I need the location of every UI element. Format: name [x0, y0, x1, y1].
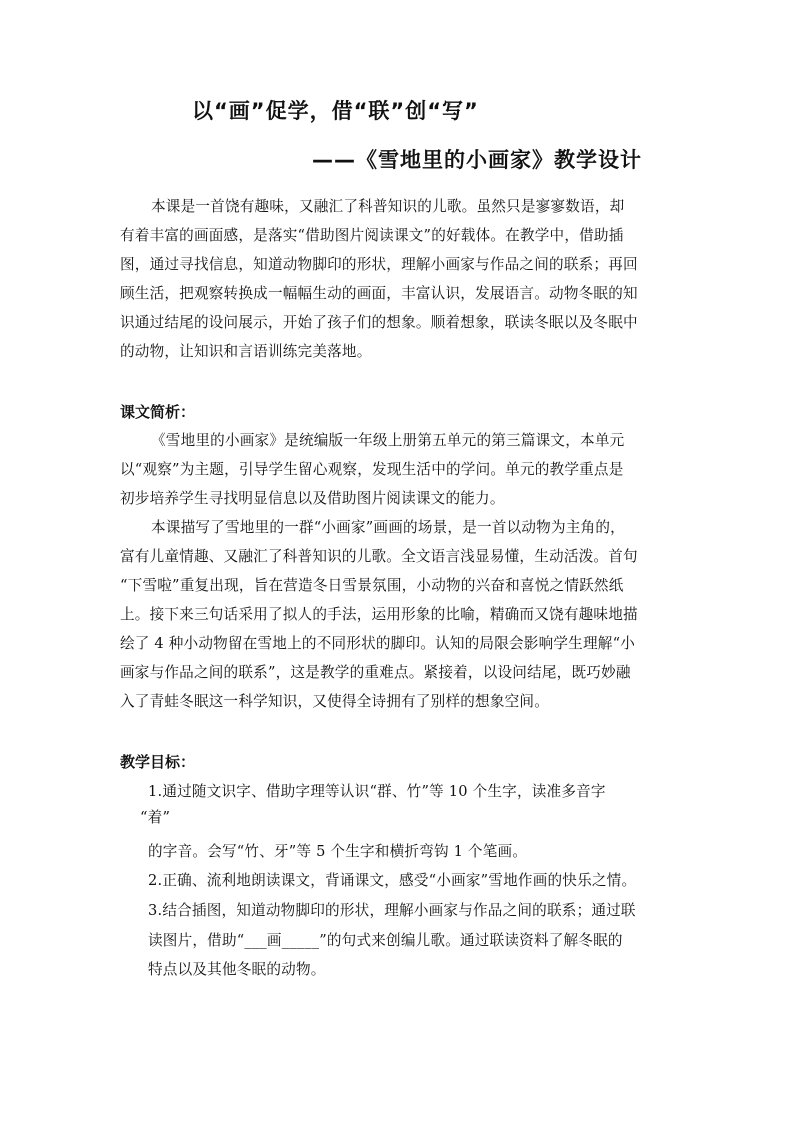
analysis-line: 上。接下来三句话采用了拟人的手法，运用形象的比喻，精确而又饶有趣味地描	[120, 606, 638, 623]
goal-line: 2.正确、流利地朗读课文，背诵课文，感受“小画家”雪地作画的快乐之情。	[148, 872, 637, 889]
analysis-line: “下雪啦”重复出现，旨在营造冬日雪景氛围，小动物的兴奋和喜悦之情跃然纸	[120, 577, 624, 594]
analysis-line: 初步培养学生寻找明显信息以及借助图片阅读课文的能力。	[120, 490, 505, 507]
intro-line: 识通过结尾的设问展示，开始了孩子们的想象。顺着想象，联读冬眠以及冬眠中	[120, 314, 638, 331]
goal-line: 读图片，借助“___画_____”的句式来创编儿歌。通过联读资料了解冬眠的	[148, 932, 623, 949]
analysis-line: 本课描写了雪地里的一群“小画家”画画的场景，是一首以动物为主角的，	[151, 519, 625, 536]
goal-line: 1.通过随文识字、借助字理等认识“群、竹”等 10 个生字，读准多音字	[148, 783, 606, 800]
goal-line: 的字音。会写“竹、牙”等 5 个生字和横折弯钩 1 个笔画。	[148, 843, 528, 860]
analysis-line: 以“观察”为主题，引导学生留心观察，发现生活中的学问。单元的教学重点是	[120, 461, 624, 478]
analysis-line: 《雪地里的小画家》是统编版一年级上册第五单元的第三篇课文，本单元	[151, 432, 625, 449]
intro-line: 顾生活，把观察转换成一幅幅生动的画面，丰富认识，发展语言。动物冬眠的知	[120, 285, 638, 302]
intro-line: 图，通过寻找信息，知道动物脚印的形状，理解小画家与作品之间的联系；再回	[120, 256, 638, 273]
goal-line: 特点以及其他冬眠的动物。	[148, 961, 326, 978]
intro-line: 的动物，让知识和言语训练完美落地。	[120, 343, 372, 360]
analysis-line: 入了青蛙冬眠这一科学知识，又使得全诗拥有了别样的想象空间。	[120, 693, 550, 710]
section-heading-analysis: 课文简析：	[120, 403, 196, 421]
section-heading-goals: 教学目标：	[120, 753, 196, 771]
goal-line: “着”	[140, 809, 171, 826]
analysis-line: 绘了 4 种小动物留在雪地上的不同形状的脚印。认知的局限会影响学生理解“小	[120, 635, 636, 652]
analysis-line: 画家与作品之间的联系”，这是教学的重难点。紧接着，以设问结尾，既巧妙融	[120, 664, 631, 681]
analysis-line: 富有儿童情趣、又融汇了科普知识的儿歌。全文语言浅显易懂，生动活泼。首句	[120, 548, 638, 565]
intro-line: 有着丰富的画面感，是落实“借助图片阅读课文”的好载体。在教学中，借助插	[120, 227, 624, 244]
document-title: 以“画”促学，借“联”创“写”	[192, 99, 479, 123]
document-subtitle: ——《雪地里的小画家》教学设计	[312, 148, 642, 172]
goal-line: 3.结合插图，知道动物脚印的形状，理解小画家与作品之间的联系；通过联	[148, 902, 636, 919]
intro-line: 本课是一首饶有趣味，又融汇了科普知识的儿歌。虽然只是寥寥数语，却	[151, 198, 625, 215]
